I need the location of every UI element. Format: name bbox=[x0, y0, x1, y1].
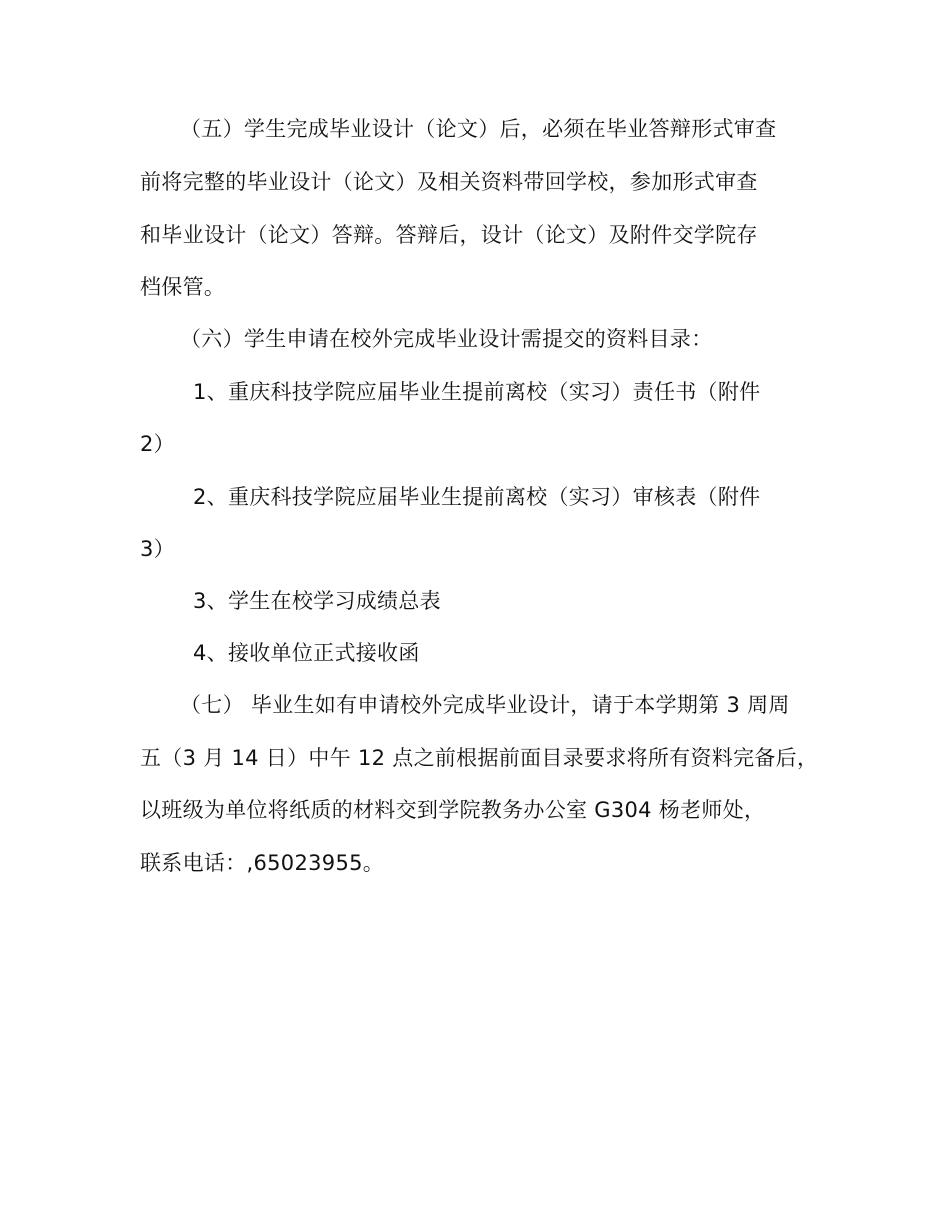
paragraph-5-line-1: （五）学生完成毕业设计（论文）后，必须在毕业答辩形式审查 bbox=[180, 117, 777, 141]
list-item-4: 4、接收单位正式接收函 bbox=[193, 641, 420, 665]
list-item-2-line-2: 3） bbox=[140, 537, 175, 561]
paragraph-5-line-4: 档保管。 bbox=[140, 275, 226, 299]
list-item-1-line-2: 2） bbox=[140, 432, 175, 456]
paragraph-7-line-2: 五（3 月 14 日）中午 12 点之前根据前面目录要求将所有资料完备后， bbox=[140, 746, 819, 770]
paragraph-7-line-1: （七） 毕业生如有申请校外完成毕业设计，请于本学期第 3 周周 bbox=[180, 693, 790, 717]
paragraph-6-heading: （六）学生申请在校外完成毕业设计需提交的资料目录： bbox=[180, 327, 713, 351]
list-item-2-line-1: 2、重庆科技学院应届毕业生提前离校（实习）审核表（附件 bbox=[193, 485, 761, 509]
paragraph-5-line-3: 和毕业设计（论文）答辩。答辩后，设计（论文）及附件交学院存 bbox=[140, 223, 758, 247]
paragraph-7-line-4: 联系电话：,65023955。 bbox=[140, 851, 385, 875]
list-item-3: 3、学生在校学习成绩总表 bbox=[193, 589, 441, 613]
paragraph-7-line-3: 以班级为单位将纸质的材料交到学院教务办公室 G304 杨老师处， bbox=[140, 798, 766, 822]
paragraph-5-line-2: 前将完整的毕业设计（论文）及相关资料带回学校，参加形式审查 bbox=[140, 170, 758, 194]
list-item-1-line-1: 1、重庆科技学院应届毕业生提前离校（实习）责任书（附件 bbox=[193, 380, 761, 404]
